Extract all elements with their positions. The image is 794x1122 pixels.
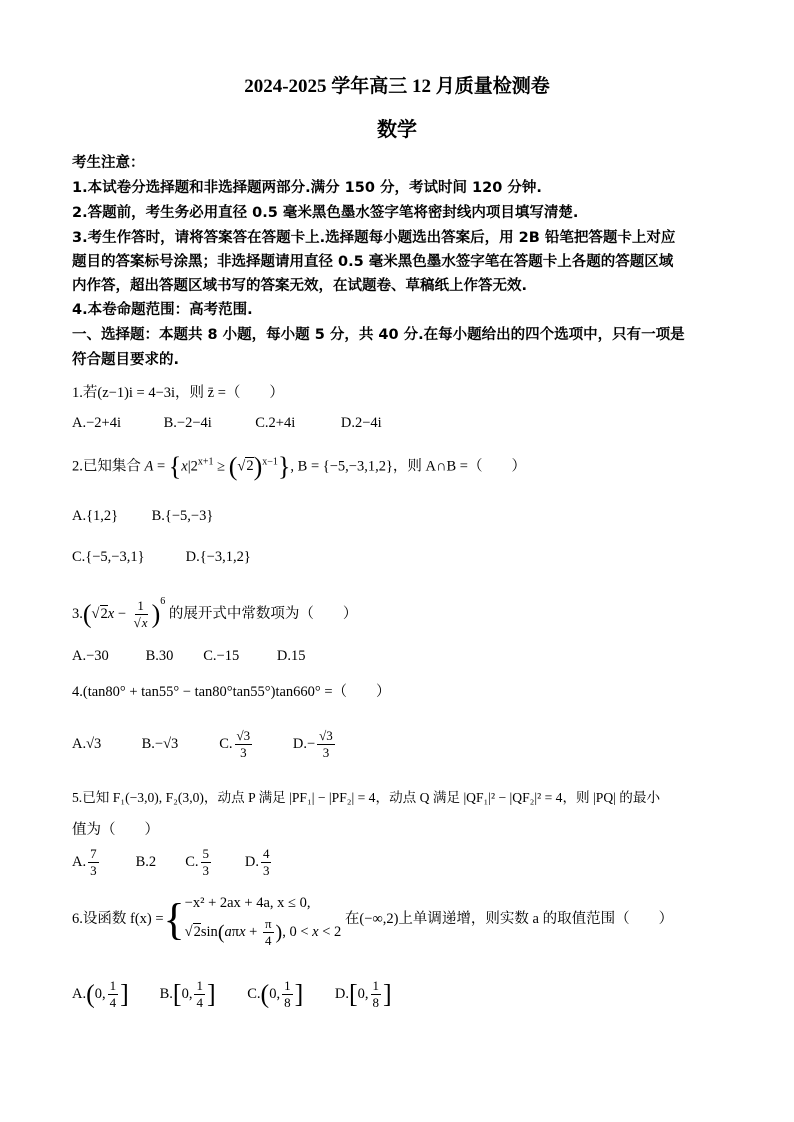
q4-option-d[interactable]: D.− $\frac{√3}{3}$ bbox=[292, 728, 333, 760]
notice-item-1: 1.本试卷分选择题和非选择题两部分.满分 150 分，考试时间 120 分钟. bbox=[72, 180, 542, 196]
q6-option-c[interactable]: C.(0, $\frac{1}{8}$ ] bbox=[247, 978, 304, 1010]
question-1-options bbox=[72, 415, 382, 432]
q1-option-c[interactable]: C.2+4i bbox=[255, 415, 296, 431]
notice-item-3-line-2: 题目的答案标号涂黑；非选择题请用直径 0.5 毫米黑色墨水签字笔在答题卡上各题的答题区域 bbox=[72, 254, 674, 270]
q1-option-b[interactable]: B.−2−4i bbox=[163, 415, 212, 431]
notice-item-3-line-3: 内作答，超出答题区域书写的答案无效，在试题卷、草稿纸上作答无效. bbox=[72, 278, 528, 294]
subject-title: 数学 bbox=[377, 119, 417, 141]
question-5-stem-line-1: 5.已知 F₁(−3,0), F₂(3,0)，动点 P 满足 |PF₁| − |PF₂| = 4，动点 Q 满足 |QF₁|² − |QF₂|² = 4，则 |PQ| 的最小 bbox=[72, 790, 661, 805]
q2-option-b[interactable]: B.{−5,−3} bbox=[151, 508, 214, 524]
question-3-stem: 3.(√2x − $\frac{1}{√x}$ )$^6$ 的展开式中常数项为（ ） bbox=[72, 596, 358, 631]
section-1-line-1: 一、选择题：本题共 8 小题，每小题 5 分，共 40 分.在每小题给出的四个选项中，只有一项是 bbox=[72, 327, 685, 343]
q2-set-b: B = {−5,−3,1,2} bbox=[297, 458, 393, 475]
q6-stem-prefix: 6.设函数 f(x) = bbox=[72, 910, 164, 927]
q6-piece-1: −x² + 2ax + 4a, x ≤ 0, bbox=[184, 895, 311, 911]
q4-option-c[interactable]: C. $\frac{√3}{3}$ bbox=[219, 728, 251, 760]
question-2-options-row-2 bbox=[72, 549, 251, 566]
section-1-line-2: 符合题目要求的. bbox=[72, 352, 180, 368]
q2-stem-suffix: ，则 A∩B =（ ） bbox=[392, 458, 526, 475]
question-2-stem: 2.已知集合 $A = \{x|2^{x+1} \ge (√2)^{x-1}\}$, B = {−5,−3,1,2}，则 A∩B =（ ） bbox=[72, 452, 526, 481]
q5-option-d[interactable]: D. $\frac{4}{3}$ bbox=[244, 846, 270, 878]
q6-stem-suffix: 在(−∞,2)上单调递增，则实数 a 的取值范围（ ） bbox=[344, 910, 674, 927]
q2-stem-prefix: 2.已知集合 bbox=[72, 458, 141, 475]
question-3-options bbox=[72, 648, 305, 665]
notice-item-4: 4.本卷命题范围：高考范围. bbox=[72, 302, 253, 318]
q2-option-c[interactable]: C.{−5,−3,1} bbox=[72, 549, 145, 565]
q4-option-a[interactable]: A.√3 bbox=[72, 735, 102, 752]
question-4-stem: 4.(tan80° + tan55° − tan80°tan55°)tan660° =（ ） bbox=[72, 684, 391, 700]
q3-option-d[interactable]: D.15 bbox=[276, 648, 306, 664]
q6-option-d[interactable]: D.[0, $\frac{1}{8}$ ] bbox=[334, 978, 392, 1010]
q6-option-b[interactable]: B.[0, $\frac{1}{4}$ ] bbox=[159, 978, 216, 1010]
q3-option-a[interactable]: A.−30 bbox=[72, 648, 109, 664]
question-5-stem-line-2: 值为（ ） bbox=[72, 822, 159, 838]
q5-option-a[interactable]: A. $\frac{7}{3}$ bbox=[72, 846, 97, 878]
notice-item-2: 2.答题前，考生务必用直径 0.5 毫米黑色墨水签字笔将密封线内项目填写清楚. bbox=[72, 205, 579, 221]
question-2-options-row-1 bbox=[72, 508, 213, 525]
q1-option-a[interactable]: A.−2+4i bbox=[72, 415, 121, 431]
notice-heading: 考生注意： bbox=[72, 155, 145, 171]
notice-item-3-line-1: 3.考生作答时，请将答案答在答题卡上.选择题每小题选出答案后，用 2B 铅笔把答题卡上对应 bbox=[72, 230, 676, 246]
q5-option-b[interactable]: B.2 bbox=[135, 854, 157, 870]
q2-option-a[interactable]: A.{1,2} bbox=[72, 508, 119, 524]
question-6-options bbox=[72, 978, 392, 1011]
exam-title: 2024-2025 学年高三 12 月质量检测卷 bbox=[244, 76, 550, 97]
q2-option-d[interactable]: D.{−3,1,2} bbox=[185, 549, 251, 565]
q3-option-b[interactable]: B.30 bbox=[145, 648, 174, 664]
q6-option-a[interactable]: A.(0, $\frac{1}{4}$ ] bbox=[72, 978, 129, 1010]
question-1-stem: 1.若(z−1)i = 4−3i，则 z̄ =（ ） bbox=[72, 385, 284, 401]
q3-option-c[interactable]: C.−15 bbox=[203, 648, 240, 664]
question-4-options bbox=[72, 728, 337, 761]
question-6-stem: 6.设函数 f(x) ={ −x² + 2ax + 4a, x ≤ 0, √2sin(aπx + $\frac{\pi}{4}$ ), 0 < x < 2 在(−∞,2)上单调递增，则实数 a 的取值范围（ ） bbox=[72, 890, 673, 949]
q3-stem-suffix: 的展开式中常数项为（ ） bbox=[168, 606, 358, 622]
q4-option-b[interactable]: B.−√3 bbox=[141, 735, 179, 752]
q1-option-d[interactable]: D.2−4i bbox=[340, 415, 382, 431]
question-5-options bbox=[72, 846, 273, 879]
q5-option-c[interactable]: C. $\frac{5}{3}$ bbox=[185, 846, 210, 878]
